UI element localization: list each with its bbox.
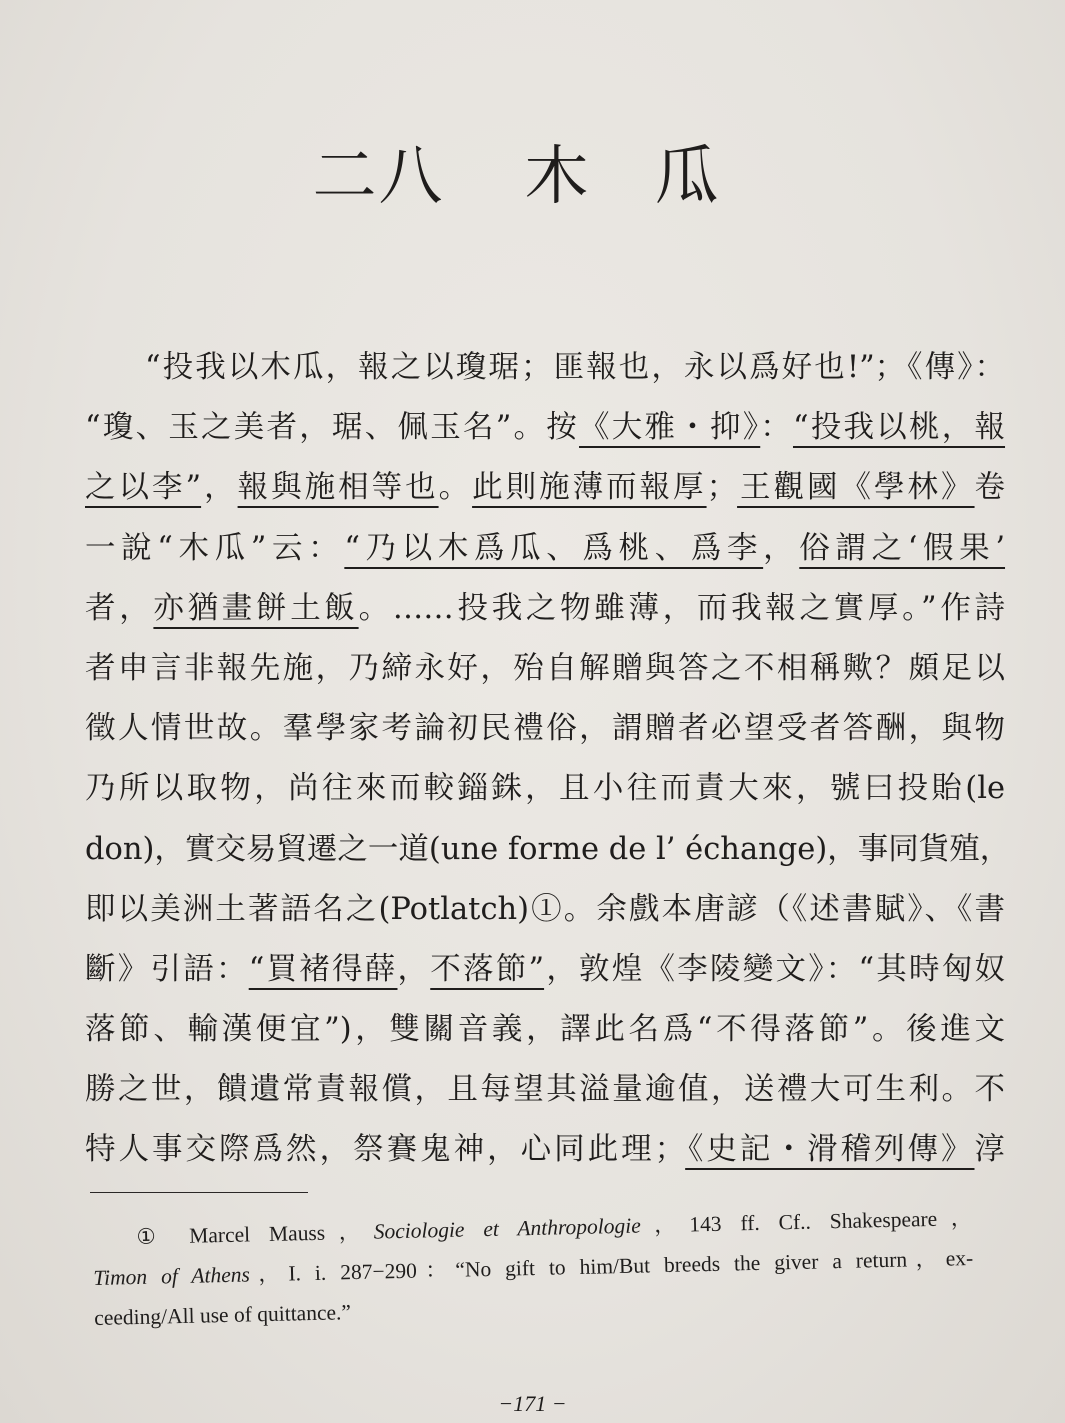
underlined-phrase: 報與施相等也	[237, 470, 439, 506]
text-line-6: 者申言非報先施，乃締永好，殆自解贈與答之不相稱歟？頗足以	[85, 650, 1005, 686]
underlined-phrase: 《大雅・抑》	[579, 410, 761, 446]
footnote-line-3: ceeding/All use of quittance.”	[93, 1300, 352, 1330]
footnote-book-title: Sociologie et Anthropologie	[373, 1213, 642, 1244]
text-line-14	[85, 1120, 1005, 1180]
text-segment: 。	[438, 470, 473, 506]
footnote	[92, 1198, 974, 1338]
text-segment: ，敦煌《李陵變文》：“其時匈奴	[544, 951, 1006, 987]
bleed-through-text	[60, 30, 1020, 126]
text-segment: “瓊、玉之美者，琚、佩玉名”。按	[85, 410, 580, 446]
chapter-title-char-1: 木	[524, 139, 591, 214]
underlined-phrase: 亦猶畫餅土飯	[153, 590, 359, 626]
text-segment: 。……投我之物雖薄，而我報之實厚。”作詩	[358, 590, 1006, 626]
text-line-7: 徵人情世故。羣學家考論初民禮俗，謂贈者必望受者答酬，與物	[85, 711, 1005, 747]
text-segment: ：	[760, 410, 793, 446]
underlined-phrase: “買褚得薛	[248, 951, 398, 987]
footnote-author: Marcel Mauss，	[188, 1219, 374, 1248]
text-segment: 。余戲本唐諺（《述書賦》、《書	[563, 891, 1006, 927]
text-line-3	[85, 458, 1005, 518]
text-segment: ，	[763, 530, 800, 566]
footnote-play-title: Timon of Athens	[93, 1262, 251, 1290]
text-segment: ，143 ff. Cf.. Shakespeare，	[640, 1206, 973, 1238]
text-line-5	[85, 579, 1005, 639]
underlined-phrase: 之以李”	[85, 470, 202, 506]
text-line-1: “投我以木瓜，報之以瓊琚；匪報也，永以爲好也!”；《傳》：	[145, 350, 1005, 385]
text-segment: 一說“木瓜”云：	[85, 530, 345, 566]
footnote-reference[interactable]: ①	[529, 891, 564, 927]
page-number: −171 −	[498, 1391, 567, 1416]
text-line-2	[85, 398, 1005, 458]
text-segment: ，	[119, 590, 154, 626]
text-segment: ；	[706, 470, 738, 506]
underlined-phrase: 《史記・滑稽列傳》	[685, 1132, 975, 1168]
text-line-4	[85, 519, 1005, 579]
footnote-mark: ①	[136, 1224, 170, 1249]
text-line-8: 乃所以取物，尚往來而較錙銖，且小往而責大來，號曰投貽(le	[85, 771, 1005, 807]
chapter-number: 二八	[312, 139, 445, 214]
text-segment: ，	[397, 951, 431, 987]
text-segment: 斷》引語：	[85, 951, 249, 987]
chapter-title-char-2: 瓜	[654, 139, 721, 214]
main-text	[85, 338, 1011, 1181]
text-segment: 卷	[974, 470, 1006, 506]
underlined-phrase: 王觀國《學林》	[737, 470, 975, 506]
underlined-phrase: 不落節”	[430, 951, 545, 987]
text-segment: 特人事交際爲然，祭賽鬼神，心同此理；	[85, 1132, 686, 1168]
text-segment: ，	[201, 470, 238, 506]
footnote-divider	[90, 1192, 308, 1193]
text-line-11	[85, 940, 1005, 1000]
text-segment: 者	[85, 590, 120, 626]
underlined-phrase: 俗謂之‘假果’	[799, 530, 1006, 566]
text-line-12: 落節、輸漢便宜”)，雙關音義，譯此名爲“不得落節”。後進文	[85, 1012, 1005, 1048]
chapter-heading	[0, 125, 1065, 217]
text-segment: 淳	[974, 1132, 1005, 1168]
text-line-9: don)，實交易貿遷之一道(une forme de l’ échange)，事同貨殖，	[85, 831, 1011, 867]
underlined-phrase: 此則施薄而報厚	[472, 470, 707, 506]
text-segment: ，I. i. 287−290：“No gift to him/But breeds the giver a return，ex-	[249, 1246, 974, 1287]
underlined-phrase: “投我以桃，報	[792, 410, 1006, 446]
text-line-10	[85, 880, 1005, 940]
underlined-phrase: “乃以木爲瓜、爲桃、爲李	[344, 530, 764, 566]
text-line-13: 勝之世，饋遺常責報償，且每望其溢量逾值，送禮大可生利。不	[85, 1072, 1005, 1108]
text-segment: 即以美洲土著語名之(Potlatch)	[85, 891, 530, 927]
